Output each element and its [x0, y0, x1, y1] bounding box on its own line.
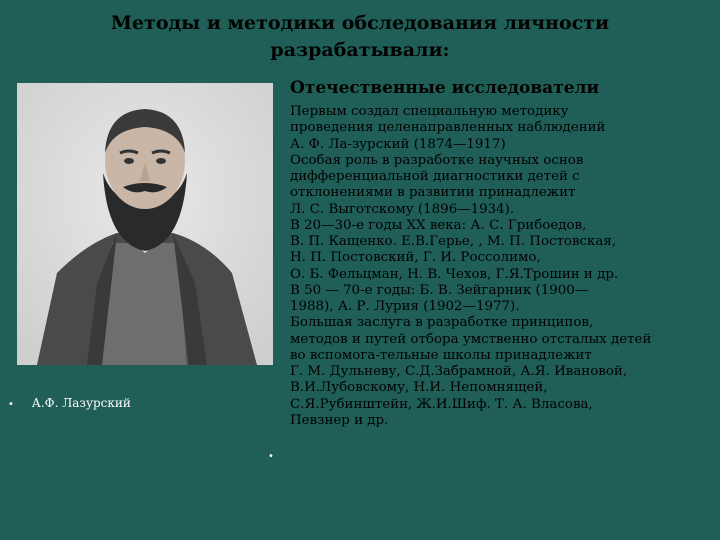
- text-line: Н. П. Постовский, Г. И. Россолимо,: [290, 250, 541, 266]
- text-line: 1988), А. Р. Лурия (1902—1977).: [290, 299, 520, 314]
- text-line: проведения целенаправленных наблюдений: [290, 120, 606, 136]
- text-line: Л. С. Выготскому (1896—1934).: [290, 201, 515, 217]
- body-text: [290, 104, 715, 429]
- text-line: Певзнер и др.: [290, 412, 389, 428]
- text-line: Г. М. Дульневу, С.Д.Забрамной, А.Я. Ивановой,: [290, 364, 628, 379]
- list-bullet: •: [268, 451, 274, 462]
- text-line: отклонениями в развитии принадлежит: [290, 185, 576, 201]
- text-line: О. Б. Фельцман, Н. В. Чехов, Г.Я.Трошин и др.: [290, 266, 619, 282]
- text-line: С.Я.Рубинштейн, Ж.И.Шиф. Т. А. Власова,: [290, 396, 593, 412]
- text-line: В. П. Кащенко. Е.В.Герье, , М. П. Постовская,: [290, 234, 617, 249]
- caption-bullet: •: [8, 399, 14, 410]
- text-line: методов и путей отбора умственно отсталых детей: [290, 331, 652, 347]
- slide-title: [100, 10, 620, 64]
- text-line: Первым создал специальную методику: [290, 104, 569, 119]
- text-line: А. Ф. Ла-зурский (1874—1917): [290, 136, 506, 152]
- caption-name: А.Ф. Лазурский: [31, 396, 131, 410]
- text-line: В 20—30-е годы XX века: А. С. Грибоедов,: [290, 217, 587, 233]
- text-line: Особая роль в разработке научных основ: [290, 152, 584, 168]
- portrait-photo: [17, 83, 273, 365]
- title-line-1: Методы и методики обследования личности: [110, 12, 610, 34]
- text-line: дифференциальной диагностики детей с: [290, 169, 580, 184]
- portrait-illustration: [17, 83, 273, 365]
- portrait-caption: [8, 396, 131, 410]
- text-line: Большая заслуга в разработке принципов,: [290, 315, 594, 331]
- text-line: во вспомога-тельные школы принадлежит: [290, 347, 592, 363]
- title-line-2: разрабатывали:: [270, 39, 450, 61]
- text-line: В 50 — 70-е годы: Б. В. Зейгарник (1900—: [290, 282, 589, 298]
- text-line: В.И.Лубовскому, Н.И. Непомнящей,: [290, 380, 548, 396]
- section-heading: Отечественные исследователи: [290, 78, 600, 98]
